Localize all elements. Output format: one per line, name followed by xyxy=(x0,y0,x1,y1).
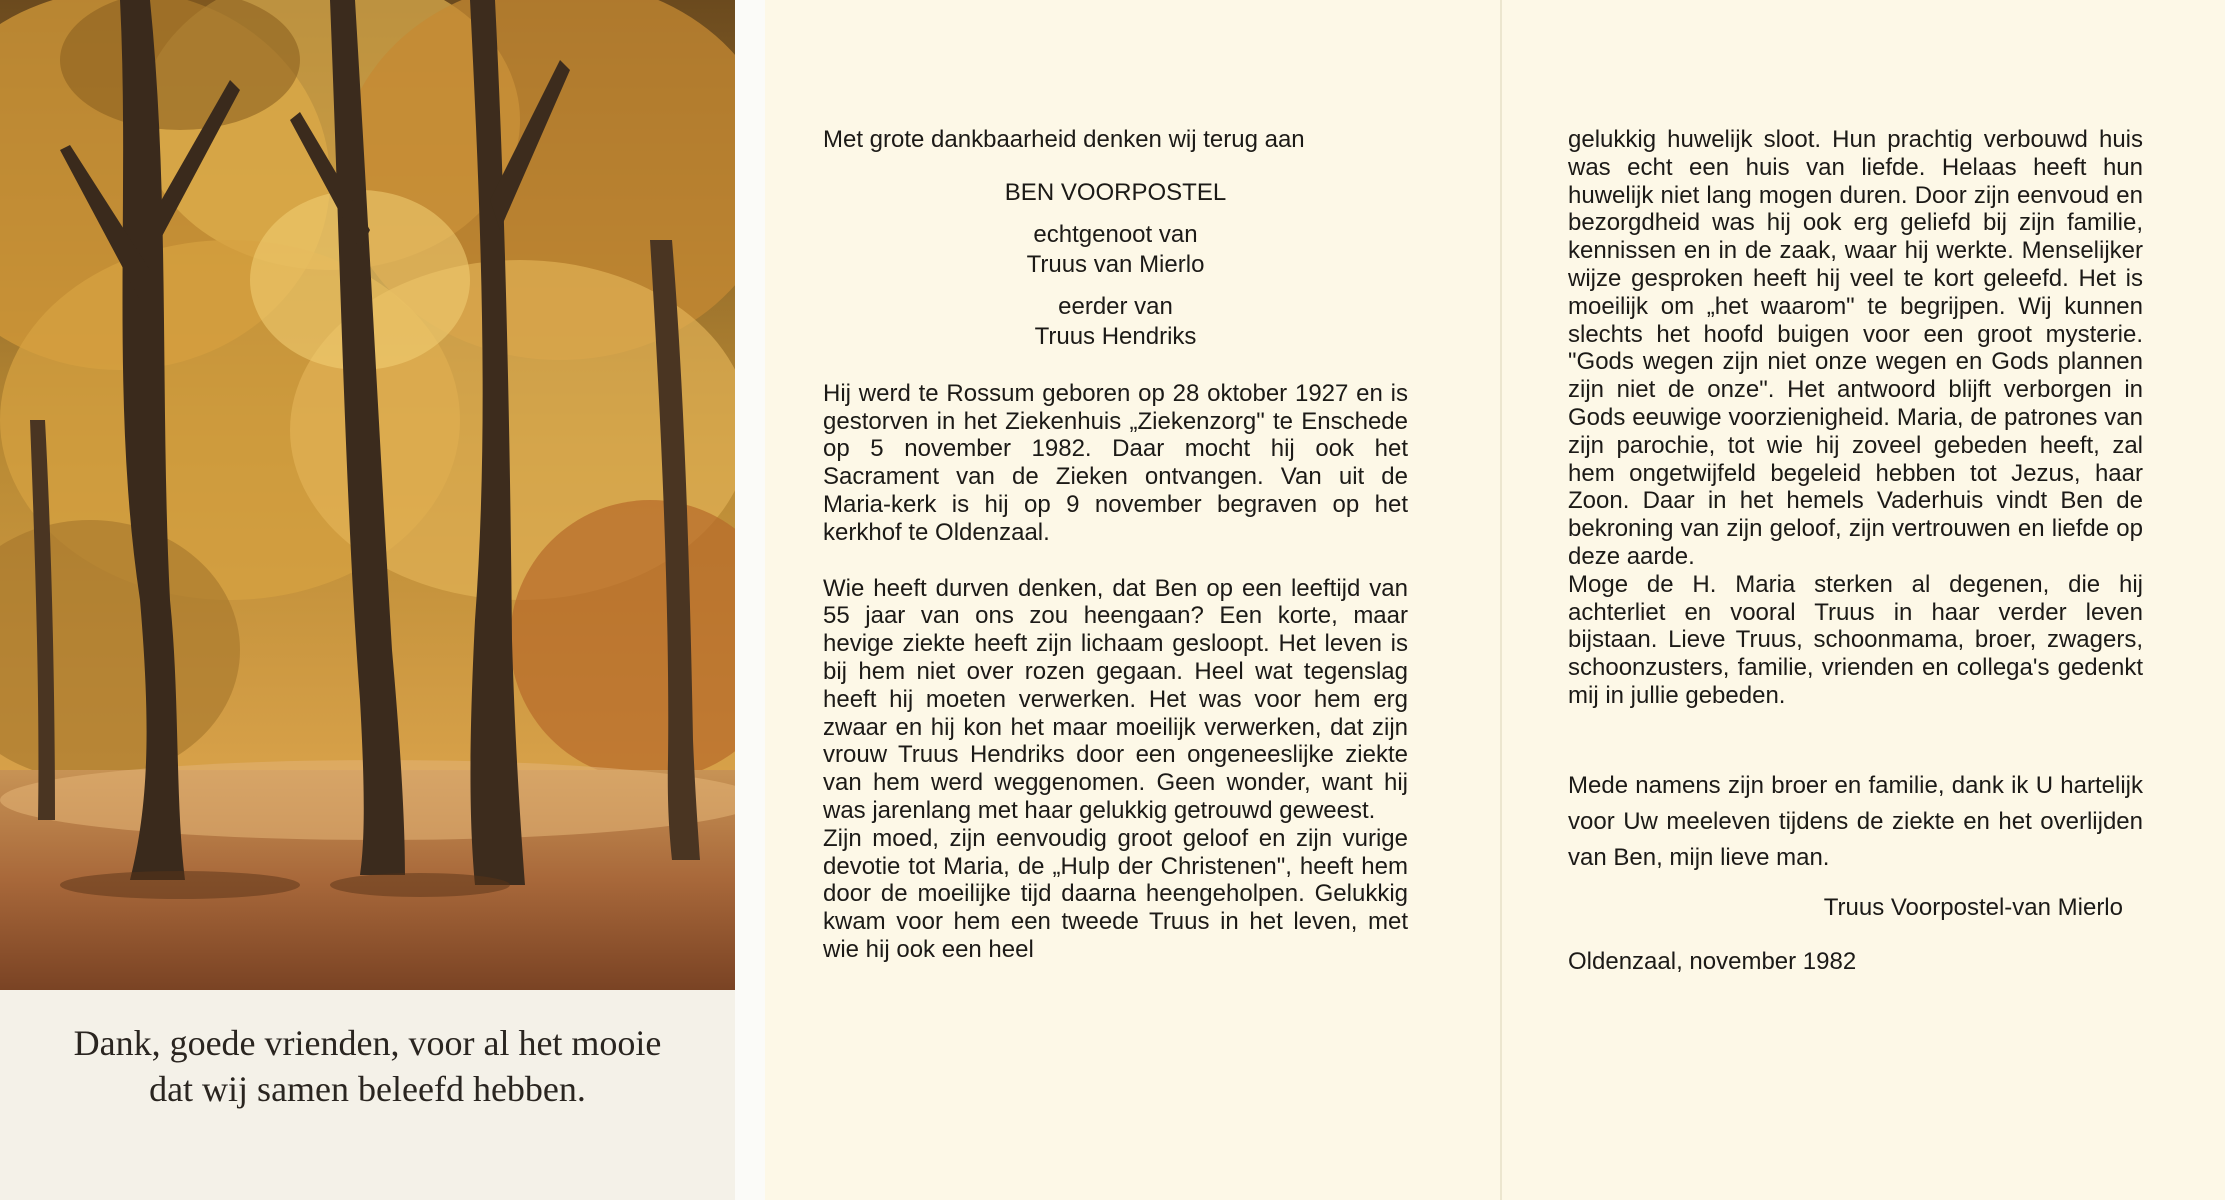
thanks-paragraph: Mede namens zijn broer en familie, dank ik U hartelijk voor Uw meeleven tijdens de ziekte en het overlijden van Ben, mijn lieve man. xyxy=(1568,771,2143,871)
front-caption xyxy=(0,1020,735,1112)
card-gap xyxy=(735,0,765,1200)
autumn-forest-photo xyxy=(0,0,735,990)
caption-line-2: dat wij samen beleefd hebben. xyxy=(149,1069,586,1109)
former-spouse-name: Truus Hendriks xyxy=(1034,322,1197,350)
spouse-name: Truus van Mierlo xyxy=(1026,250,1205,278)
birth-death-paragraph: Hij werd te Rossum geboren op 28 oktober 1927 en is gestorven in het Ziekenhuis „Ziekenzorg" te Enschede op 5 november 1982. Daar mocht hij ook het Sacrament van de Zieken ontvangen. Van uit de Maria-kerk is hij op 9 november begraven op het kerkhof te Oldenzaal. xyxy=(823,379,1408,546)
back-text-column xyxy=(1568,126,2143,980)
spouse-label: echtgenoot van xyxy=(1033,220,1198,248)
former-spouse-label: eerder van xyxy=(1058,292,1173,320)
inside-text-column xyxy=(823,126,1408,964)
life-paragraph-1: Wie heeft durven denken, dat Ben op een leeftijd van 55 jaar van ons zou heengaan? Een korte, maar hevige ziekte heeft zijn lichaam gesloopt. Het leven is bij hem niet over rozen gegaan. Heel wat tegenslag heeft hij moeten verwerken. Het was voor hem erg zwaar en hij kon het maar moeilijk verwerken, dat zijn vrouw Truus Hendriks door een ongeneeslijke ziekte van hem werd weggenomen. Geen wonder, want hij was jarenlang met haar gelukkig getrouwd geweest. xyxy=(823,574,1408,824)
deceased-name: BEN VOORPOSTEL xyxy=(1004,178,1227,206)
place-date: Oldenzaal, november 1982 xyxy=(1568,947,1857,975)
intro-text: Met grote dankbaarheid denken wij terug aan xyxy=(823,126,1305,153)
life-paragraph-2: Zijn moed, zijn eenvoudig groot geloof en zijn vurige devotie tot Maria, de „Hulp der Christenen", heeft hem door de moeilijke tijd daarna heengeholpen. Gelukkig kwam voor hem een tweede Truus in het leven, met wie hij ook een heel xyxy=(823,824,1408,963)
inside-left-panel xyxy=(765,0,1500,1200)
inside-right-panel xyxy=(1502,0,2225,1200)
front-card xyxy=(0,0,735,1200)
prayer-paragraph: Moge de H. Maria sterken al degenen, die hij achterliet en vooral Truus in haar verder leven bijstaan. Lieve Truus, schoonmama, broer, zwagers, schoonzusters, familie, vrienden en collega's gedenkt mij in jullie gebeden. xyxy=(1568,570,2143,709)
caption-line-1: Dank, goede vrienden, voor al het mooie xyxy=(73,1023,662,1063)
continued-paragraph: gelukkig huwelijk sloot. Hun prachtig verbouwd huis was echt een huis van liefde. Helaas heeft hun huwelijk niet lang mogen duren. Door zijn eenvoud en bezorgdheid was hij ook erg geliefd bij zijn familie, kennissen en in de zaak, waar hij werkte. Menselijker wijze gesproken heeft hij veel te kort geleefd. Het is moeilijk om „het waarom" te begrijpen. Wij kunnen slechts het hoofd buigen voor een groot mysterie. "Gods wegen zijn niet onze wegen en Gods plannen zijn niet de onze". Het antwoord blijft verborgen in Gods eeuwige voorzienigheid. Maria, de patrones van zijn parochie, tot wie hij zoveel gebeden heeft, zal hem ongetwijfeld begeleid hebben tot Jezus, haar Zoon. Daar in het hemels Vaderhuis vindt Ben de bekroning van zijn geloof, zijn vertrouwen en liefde op deze aarde. xyxy=(1568,126,2143,570)
signature: Truus Voorpostel-van Mierlo xyxy=(1823,893,2123,921)
